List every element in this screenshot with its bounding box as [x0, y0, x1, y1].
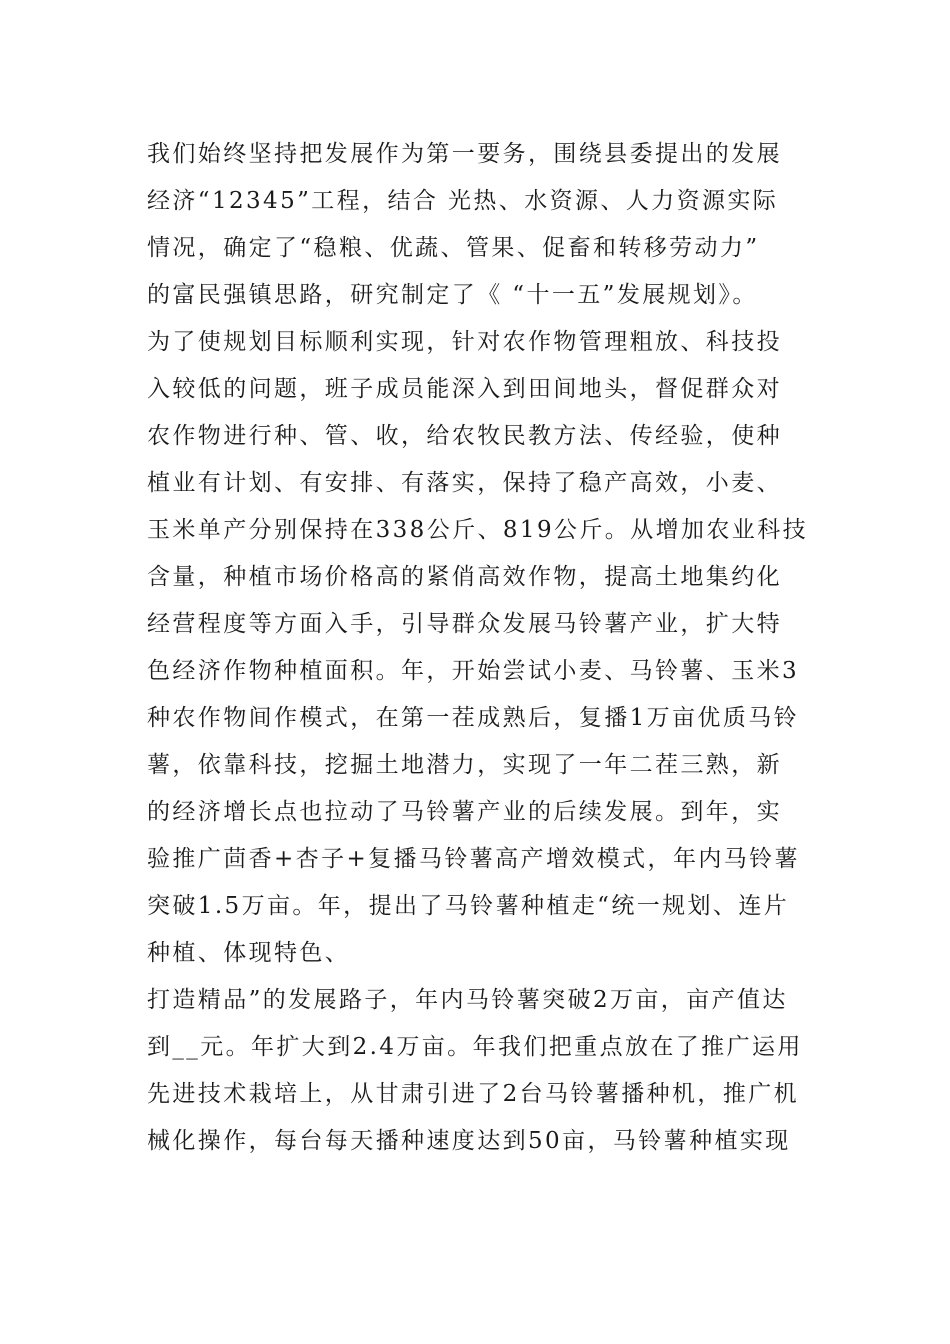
text-line: 种农作物间作模式，在第一茬成熟后，复播1万亩优质马铃 [147, 705, 800, 731]
text-line: 种植、体现特色、 [147, 940, 351, 966]
text-line: 的经济增长点也拉动了马铃薯产业的后续发展。到年，实 [147, 799, 782, 825]
text-line: 验推广茴香+杏子+复播马铃薯高产增效模式，年内马铃薯 [147, 846, 800, 872]
text-line: 突破1.5万亩。年，提出了马铃薯种植走“统一规划、连片 [147, 893, 790, 919]
text-line: 打造精品”的发展路子，年内马铃薯突破2万亩，亩产值达 [147, 987, 788, 1013]
text-line: 先进技术栽培上，从甘肃引进了2台马铃薯播种机，推广机 [147, 1081, 800, 1107]
text-line: 为了使规划目标顺利实现，针对农作物管理粗放、科技投 [147, 329, 782, 355]
text-line: 的富民强镇思路，研究制定了《 “十一五”发展规划》。 [147, 282, 758, 308]
text-line: 经济“12345”工程，结合 光热、水资源、人力资源实际 [147, 188, 779, 214]
text-line: 农作物进行种、管、收，给农牧民教方法、传经验，使种 [147, 423, 782, 449]
text-line: 薯，依靠科技，挖掘土地潜力，实现了一年二茬三熟，新 [147, 752, 782, 778]
body-paragraph [147, 131, 817, 1165]
text-line: 入较低的问题，班子成员能深入到田间地头，督促群众对 [147, 376, 782, 402]
text-line: 械化操作，每台每天播种速度达到50亩，马铃薯种植实现 [147, 1128, 791, 1154]
text-line: 色经济作物种植面积。年，开始尝试小麦、马铃薯、玉米3 [147, 658, 800, 684]
text-line: 我们始终坚持把发展作为第一要务，围绕县委提出的发展 [147, 141, 782, 167]
text-line: 到__元。年扩大到2.4万亩。年我们把重点放在了推广运用 [147, 1034, 803, 1060]
text-line: 经营程度等方面入手，引导群众发展马铃薯产业，扩大特 [147, 611, 782, 637]
text-line: 含量，种植市场价格高的紧俏高效作物，提高土地集约化 [147, 564, 782, 590]
text-line: 情况，确定了“稳粮、优蔬、管果、促畜和转移劳动力” [147, 235, 760, 261]
text-line: 植业有计划、有安排、有落实，保持了稳产高效，小麦、 [147, 470, 782, 496]
text-line: 玉米单产分别保持在338公斤、819公斤。从增加农业科技 [147, 517, 808, 543]
